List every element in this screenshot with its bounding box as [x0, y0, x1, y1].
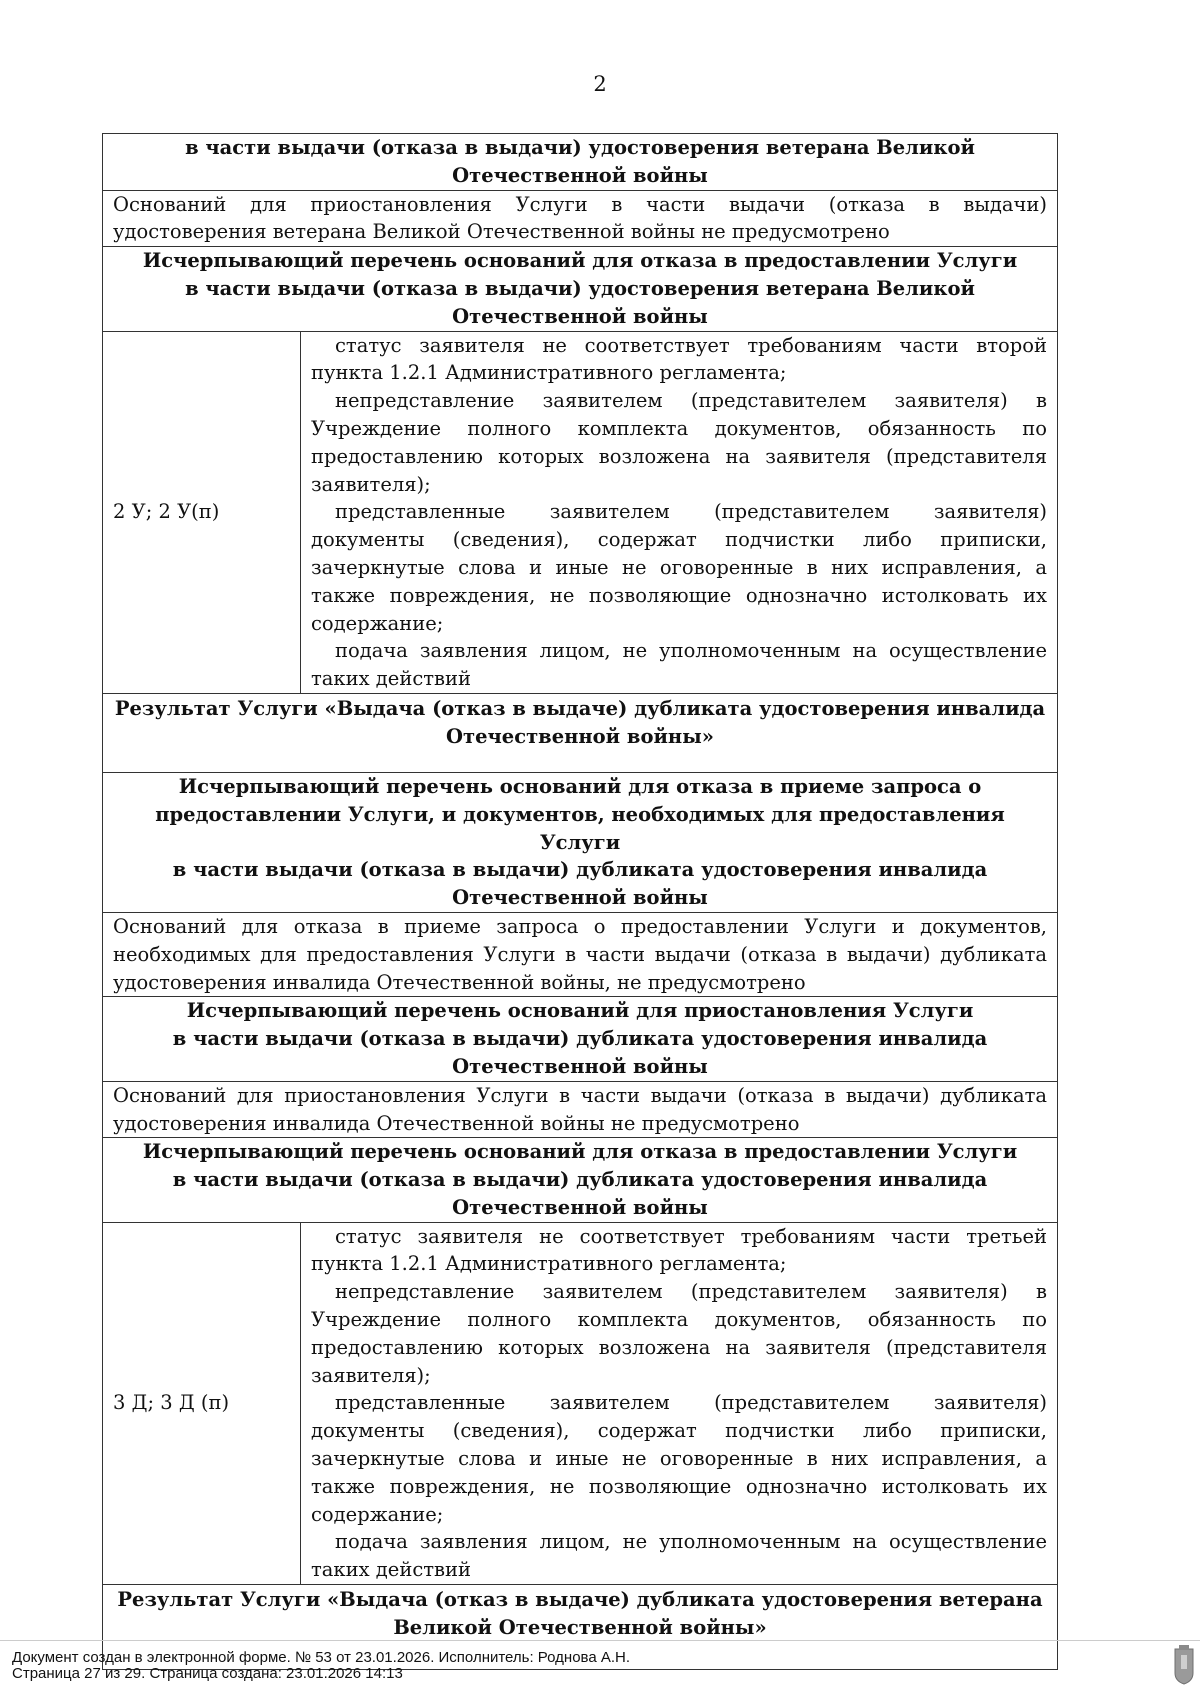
- header-line: в части выдачи (отказа в выдачи) дубликата удостоверения инвалида Отечественной войны: [172, 1168, 988, 1219]
- table-row: [103, 1138, 1058, 1222]
- header-line: Исчерпывающий перечень оснований для приостановления Услуги: [186, 999, 974, 1023]
- section-text: Оснований для приостановления Услуги в части выдачи (отказа в выдачи) дубликата удостоверения инвалида Отечественной войны не предусмотрено: [103, 1081, 1058, 1138]
- criteria-code: 3 Д; 3 Д (п): [103, 1222, 301, 1584]
- header-line: Исчерпывающий перечень оснований для отказа в предоставлении Услуги: [142, 249, 1018, 273]
- result-header: [103, 693, 1058, 772]
- header-line: в части выдачи (отказа в выдачи) удостоверения ветерана Великой Отечественной войны: [185, 276, 975, 328]
- table-row: [103, 1222, 1058, 1584]
- header-line: Результат Услуги «Выдача (отказ в выдаче) дубликата удостоверения инвалида Отечественной войны»: [114, 696, 1046, 748]
- table-row: [103, 693, 1058, 772]
- header-line: Исчерпывающий перечень оснований для отказа в приеме запроса о предоставлении Услуги, и документов, необходимых для предоставления Услуги: [155, 774, 1005, 854]
- criteria-item: подача заявления лицом, не уполномоченным на осуществление таких действий: [311, 639, 1047, 691]
- criteria-item: статус заявителя не соответствует требованиям части второй пункта 1.2.1 Административного регламента;: [311, 333, 1047, 385]
- criteria-code: 2 У; 2 У(п): [103, 331, 301, 693]
- document-table: [102, 133, 1058, 1670]
- header-line: в части выдачи (отказа в выдачи) дубликата удостоверения инвалида Отечественной войны: [172, 858, 988, 910]
- document-footer: [12, 1650, 630, 1682]
- criteria-item: представленные заявителем (представителем заявителя) документы (сведения), содержат подчистки либо приписки, зачеркнутые слова и иные не оговоренные в них исправления, а также повреждения, не позволяющие однозначно истолковать их содержание;: [311, 1391, 1047, 1526]
- table-row: [103, 190, 1058, 247]
- section-text: Оснований для отказа в приеме запроса о предоставлении Услуги и документов, необходимых для предоставления Услуги в части выдачи (отказа в выдачи) дубликата удостоверения инвалида Отечественной войны, не предусмотрено: [103, 912, 1058, 996]
- table-row: [103, 772, 1058, 912]
- table-row: [103, 331, 1058, 693]
- criteria-list: [301, 331, 1058, 693]
- section-header: [103, 1138, 1058, 1222]
- table-row: [103, 1081, 1058, 1138]
- header-line: Результат Услуги «Выдача (отказ в выдаче) дубликата удостоверения ветерана Великой Отечественной войны»: [117, 1588, 1043, 1639]
- criteria-item: непредставление заявителем (представителем заявителя) в Учреждение полного комплекта документов, обязанность по предоставлению которых возложена на заявителя (представителя заявителя);: [311, 389, 1047, 496]
- table-row: [103, 247, 1058, 331]
- section-header: [103, 134, 1058, 191]
- header-line: Исчерпывающий перечень оснований для отказа в предоставлении Услуги: [142, 1140, 1018, 1164]
- table-row: [103, 912, 1058, 996]
- footer-line-1: Документ создан в электронной форме. № 53 от 23.01.2026. Исполнитель: Роднова А.Н.: [12, 1649, 631, 1666]
- section-text: Оснований для приостановления Услуги в части выдачи (отказа в выдачи) удостоверения ветерана Великой Отечественной войны не предусмотрено: [103, 190, 1058, 247]
- criteria-item: представленные заявителем (представителем заявителя) документы (сведения), содержат подчистки либо приписки, зачеркнутые слова и иные не оговоренные в них исправления, а также повреждения, не позволяющие однозначно истолковать их содержание;: [311, 500, 1047, 635]
- criteria-item: непредставление заявителем (представителем заявителя) в Учреждение полного комплекта документов, обязанность по предоставлению которых возложена на заявителя (представителя заявителя);: [311, 1280, 1047, 1387]
- table-row: [103, 997, 1058, 1081]
- criteria-list: [301, 1222, 1058, 1584]
- table-row: [103, 134, 1058, 191]
- section-header: [103, 997, 1058, 1081]
- header-line: в части выдачи (отказа в выдачи) дубликата удостоверения инвалида Отечественной войны: [172, 1027, 988, 1078]
- footer-line-2: Страница 27 из 29. Страница создана: 23.01.2026 14:13: [12, 1665, 403, 1682]
- page-number: 2: [593, 72, 607, 96]
- footer-divider: [0, 1640, 1200, 1641]
- section-header: [103, 247, 1058, 331]
- criteria-item: статус заявителя не соответствует требованиям части третьей пункта 1.2.1 Административного регламента;: [311, 1224, 1047, 1276]
- criteria-item: подача заявления лицом, не уполномоченным на осуществление таких действий: [311, 1530, 1047, 1582]
- section-header: [103, 772, 1058, 912]
- coat-of-arms-icon: [1172, 1645, 1196, 1685]
- header-line: в части выдачи (отказа в выдачи) удостоверения ветерана Великой Отечественной войны: [185, 136, 975, 187]
